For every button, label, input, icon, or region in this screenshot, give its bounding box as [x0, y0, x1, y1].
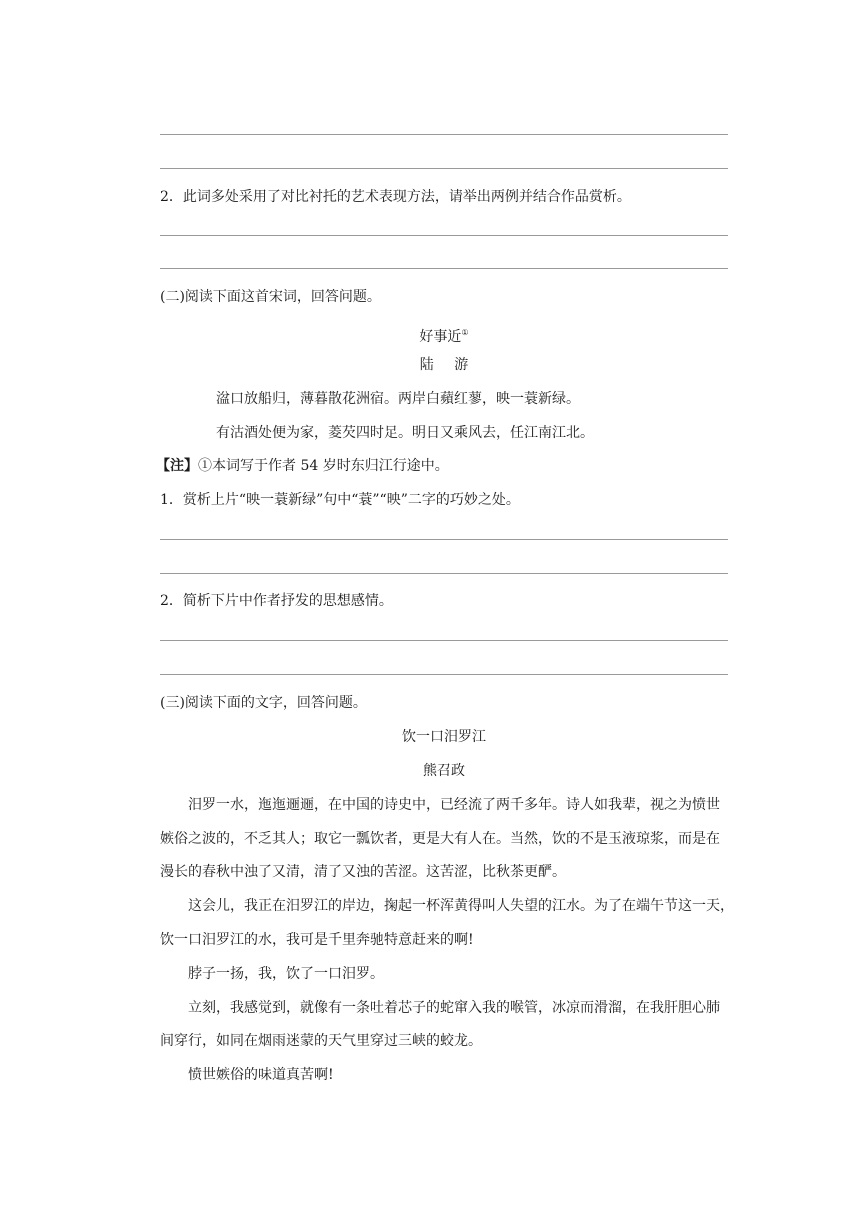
question-2: 2．此词多处采用了对比衬托的艺术表现方法，请举出两例并结合作品赏析。 [160, 189, 631, 205]
paragraph-line: 这会儿，我正在汨罗江的岸边，掬起一杯浑黄得叫人失望的江水。为了在端午节这一天， [188, 898, 734, 914]
section-intro: (二)阅读下面这首宋词，回答问题。 [160, 289, 381, 305]
paragraph-line: 漫长的春秋中浊了又清，清了又浊的苦涩。这苦涩，比秋茶更酽。 [160, 864, 566, 880]
answer-line[interactable] [160, 674, 728, 675]
question-2: 2．简析下片中作者抒发的思想感情。 [160, 593, 393, 609]
answer-line[interactable] [160, 640, 728, 641]
note-text: ①本词写于作者 54 岁时东归江行途中。 [198, 458, 449, 474]
paragraph-line: 嫉俗之波的，不乏其人；取它一瓢饮者，更是大有人在。当然，饮的不是玉液琼浆，而是在 [160, 831, 720, 847]
poem-title-text: 好事近 [419, 329, 462, 345]
paragraph-line: 间穿行，如同在烟雨迷蒙的天气里穿过三峡的蛟龙。 [160, 1033, 482, 1049]
poem-title [160, 323, 728, 347]
answer-line[interactable] [160, 539, 728, 540]
answer-line[interactable] [160, 134, 728, 135]
poem-line: 湓口放船归，薄暮散花洲宿。两岸白蘋红蓼，映一蓑新绿。 [216, 391, 580, 407]
paragraph-line: 饮一口汨罗江的水，我可是千里奔驰特意赶来的啊! [160, 932, 474, 948]
note-label: 【注】 [156, 458, 198, 474]
answer-line[interactable] [160, 573, 728, 574]
question-1: 1．赏析上片“映一蓑新绿”句中“蓑”“映”二字的巧妙之处。 [160, 492, 520, 508]
answer-line[interactable] [160, 168, 728, 169]
answer-line[interactable] [160, 235, 728, 236]
paragraph-line: 汨罗一水，迤迤逦逦，在中国的诗史中，已经流了两千多年。诗人如我辈，视之为愤世 [188, 797, 720, 813]
paragraph-line: 愤世嫉俗的味道真苦啊! [188, 1067, 334, 1083]
paragraph-line: 脖子一扬，我，饮了一口汨罗。 [188, 966, 384, 982]
paragraph-line: 立刻，我感觉到，就像有一条吐着芯子的蛇窜入我的喉管，冰凉而滑溜，在我肝胆心肺 [188, 1000, 720, 1016]
footnote-mark: ① [461, 328, 469, 337]
answer-line[interactable] [160, 268, 728, 269]
poem-author [160, 355, 728, 375]
essay-title: 饮一口汨罗江 [402, 729, 486, 745]
section-intro: (三)阅读下面的文字，回答问题。 [160, 695, 367, 711]
essay-author: 熊召政 [423, 763, 465, 779]
poem-author-text: 陆 游 [419, 357, 477, 373]
annotation [156, 456, 449, 476]
poem-line: 有沽酒处便为家，菱芡四时足。明日又乘风去，任江南江北。 [216, 425, 594, 441]
